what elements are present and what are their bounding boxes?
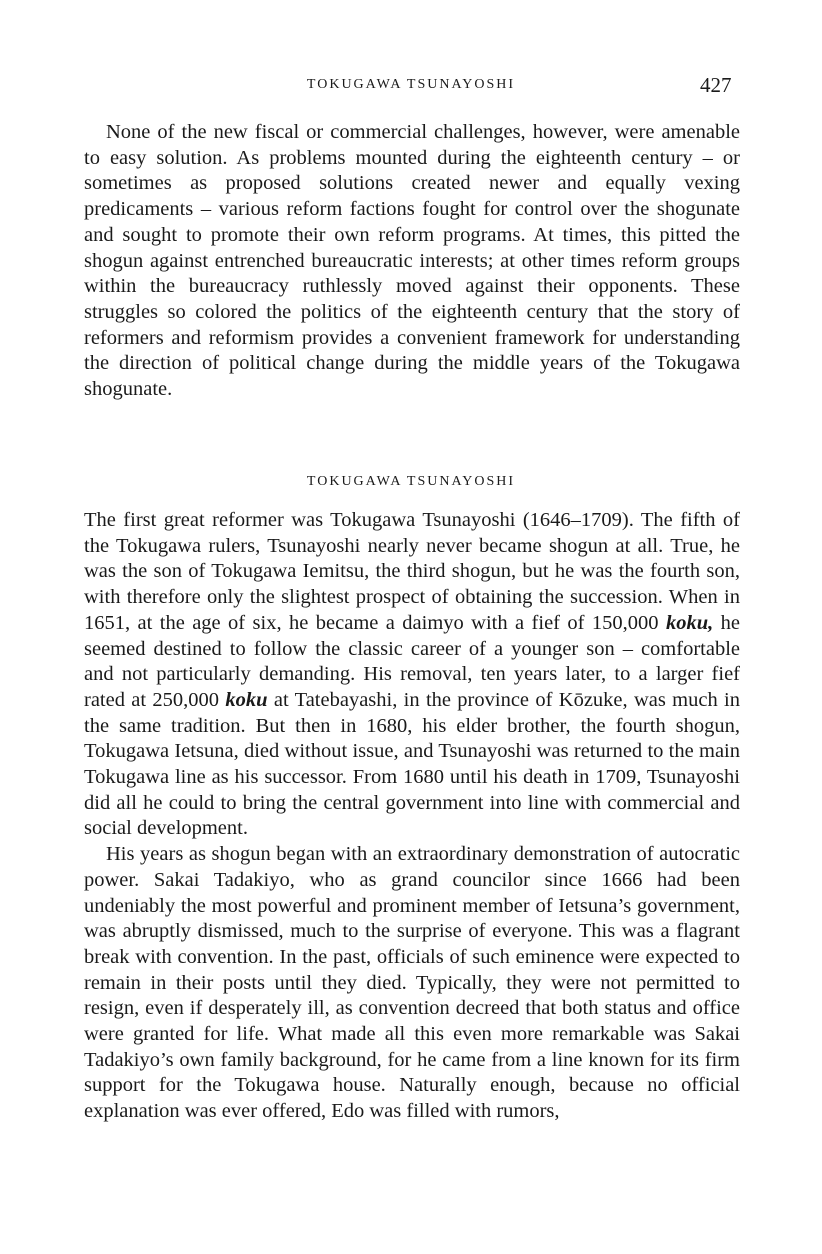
section-body: [84, 508, 740, 1125]
koku-term: koku,: [665, 611, 714, 634]
paragraph-1-text-a: The first great reformer was Tokugawa Tsunayoshi (1646–1709). The fifth of the Tokugawa rulers, Tsunayoshi nearly never became shogun at all. True, he was the son of Tokugawa Iemitsu, the third shogun, but he was the fourth son, with therefore only the slightest prospect of obtaining the succession. When in 1651, at the age of six, he became a daimyo with a fief of 150,000: [84, 509, 740, 634]
section-paragraph-2: His years as shogun began with an extraordinary demonstration of autocratic power. Sakai Tadakiyo, who as grand councilor since 1666 had been undeniably the most powerful and prominent member of Ietsuna’s government, was abruptly dismissed, much to the surprise of everyone. This was a flagrant break with convention. In the past, officials of such eminence were expected to remain in their posts until they died. Typically, they were not permitted to resign, even if desperately ill, as convention decreed that both status and office were granted for life. What made all this even more remarkable was Sakai Tadakiyo’s own family background, for he came from a line known for its firm support for the Tokugawa house. Naturally enough, because no official explanation was ever offered, Edo was filled with rumors,: [84, 843, 740, 1123]
running-head: [0, 71, 822, 99]
section-paragraph-1: [84, 508, 740, 842]
koku-term: koku: [225, 688, 268, 711]
page-number: 427: [700, 73, 732, 97]
intro-paragraph: None of the new fiscal or commercial challenges, however, were amenable to easy solution. As problems mounted during the eighteenth century – or sometimes as proposed solutions created newer and equally vexing predicaments – various reform factions fought for control over the shogunate and sought to promote their own reform programs. At times, this pitted the shogun against entrenched bureaucratic interests; at other times reform groups within the bureaucracy ruthlessly moved against their opponents. These struggles so colored the politics of the eighteenth century that the story of reformers and reformism provides a convenient framework for understanding the direction of political change during the middle years of the Tokugawa shogunate.: [84, 121, 740, 401]
section-heading: TOKUGAWA TSUNAYOSHI: [306, 474, 516, 489]
paragraph-1-text-c: at Tatebayashi, in the province of Kōzuke, was much in the same tradition. But then in 1680, his elder brother, the fourth shogun, Tokugawa Ietsuna, died without issue, and Tsunayoshi was returned to the main Tokugawa line as his successor. From 1680 until his death in 1709, Tsunayoshi did all he could to bring the central government into line with commercial and social development.: [84, 688, 740, 840]
running-title: TOKUGAWA TSUNAYOSHI: [306, 77, 516, 92]
paragraph-1-text-b: he seemed destined to follow the classic career of a younger son – comfortable and not particularly demanding. His removal, ten years later, to a larger fief rated at 250,000: [84, 611, 740, 711]
